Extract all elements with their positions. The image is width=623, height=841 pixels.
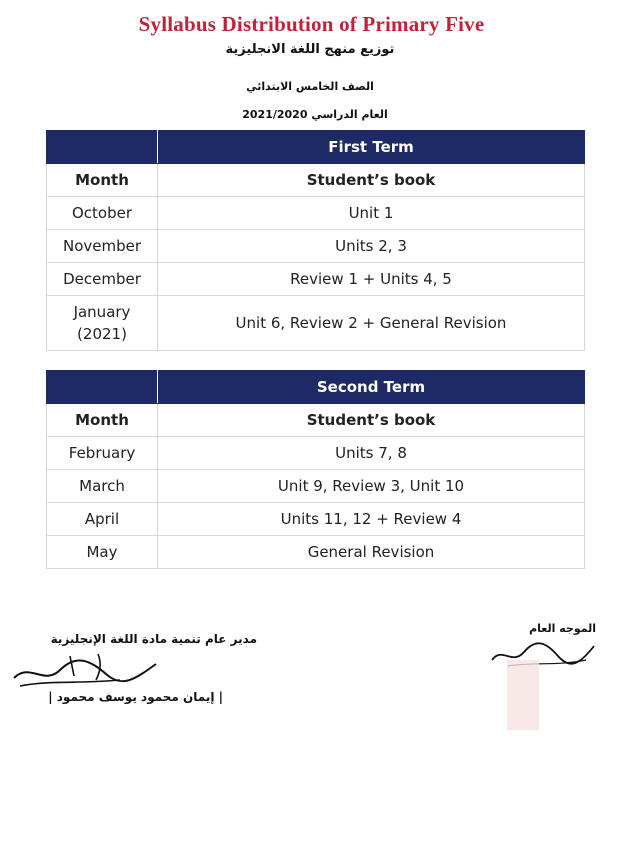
table-row <box>47 230 585 263</box>
book-cell: Unit 9, Review 3, Unit 10 <box>158 470 585 503</box>
month-cell: October <box>47 197 158 230</box>
table-row <box>47 263 585 296</box>
month-cell <box>47 296 158 351</box>
book-cell: Units 11, 12 + Review 4 <box>158 503 585 536</box>
right-signatory-title: الموجه العام <box>529 622 596 635</box>
book-cell: Units 2, 3 <box>158 230 585 263</box>
month-cell: December <box>47 263 158 296</box>
month-line: January <box>73 303 131 321</box>
first-term-table <box>46 130 585 351</box>
book-cell: Units 7, 8 <box>158 437 585 470</box>
table-row <box>47 296 585 351</box>
arabic-subtitle: توزيع منهج اللغة الانجليزية <box>225 42 395 57</box>
column-header-row <box>47 404 585 437</box>
faded-stamp <box>507 660 539 730</box>
second-term-header <box>47 371 585 404</box>
book-cell: Unit 1 <box>158 197 585 230</box>
header-spacer <box>47 371 158 404</box>
column-month: Month <box>47 404 158 437</box>
arabic-grade: الصف الخامس الابتدائي <box>246 80 374 93</box>
month-cell: November <box>47 230 158 263</box>
table-row <box>47 503 585 536</box>
table-row <box>47 197 585 230</box>
left-signatory-title: مدير عام تنمية مادة اللغة الإنجليزية <box>50 632 257 646</box>
header-spacer <box>47 131 158 164</box>
month-cell: March <box>47 470 158 503</box>
column-students-book: Student’s book <box>158 404 585 437</box>
second-term-table <box>46 370 585 569</box>
right-handwritten-signature <box>488 636 598 670</box>
table-row <box>47 536 585 569</box>
column-month: Month <box>47 164 158 197</box>
column-students-book: Student’s book <box>158 164 585 197</box>
arabic-school-year: العام الدراسي 2021/2020 <box>242 108 388 121</box>
month-cell: April <box>47 503 158 536</box>
month-cell: February <box>47 437 158 470</box>
book-cell: General Revision <box>158 536 585 569</box>
table-row <box>47 437 585 470</box>
book-cell: Review 1 + Units 4, 5 <box>158 263 585 296</box>
month-year-line: (2021) <box>77 325 127 343</box>
document-title: Syllabus Distribution of Primary Five <box>138 12 485 36</box>
left-signatory-name: | إيمان محمود يوسف محمود | <box>48 690 223 704</box>
month-cell: May <box>47 536 158 569</box>
first-term-heading: First Term <box>158 131 585 164</box>
book-cell: Unit 6, Review 2 + General Revision <box>158 296 585 351</box>
column-header-row <box>47 164 585 197</box>
second-term-heading: Second Term <box>158 371 585 404</box>
table-row <box>47 470 585 503</box>
first-term-header <box>47 131 585 164</box>
left-handwritten-signature <box>10 650 160 692</box>
